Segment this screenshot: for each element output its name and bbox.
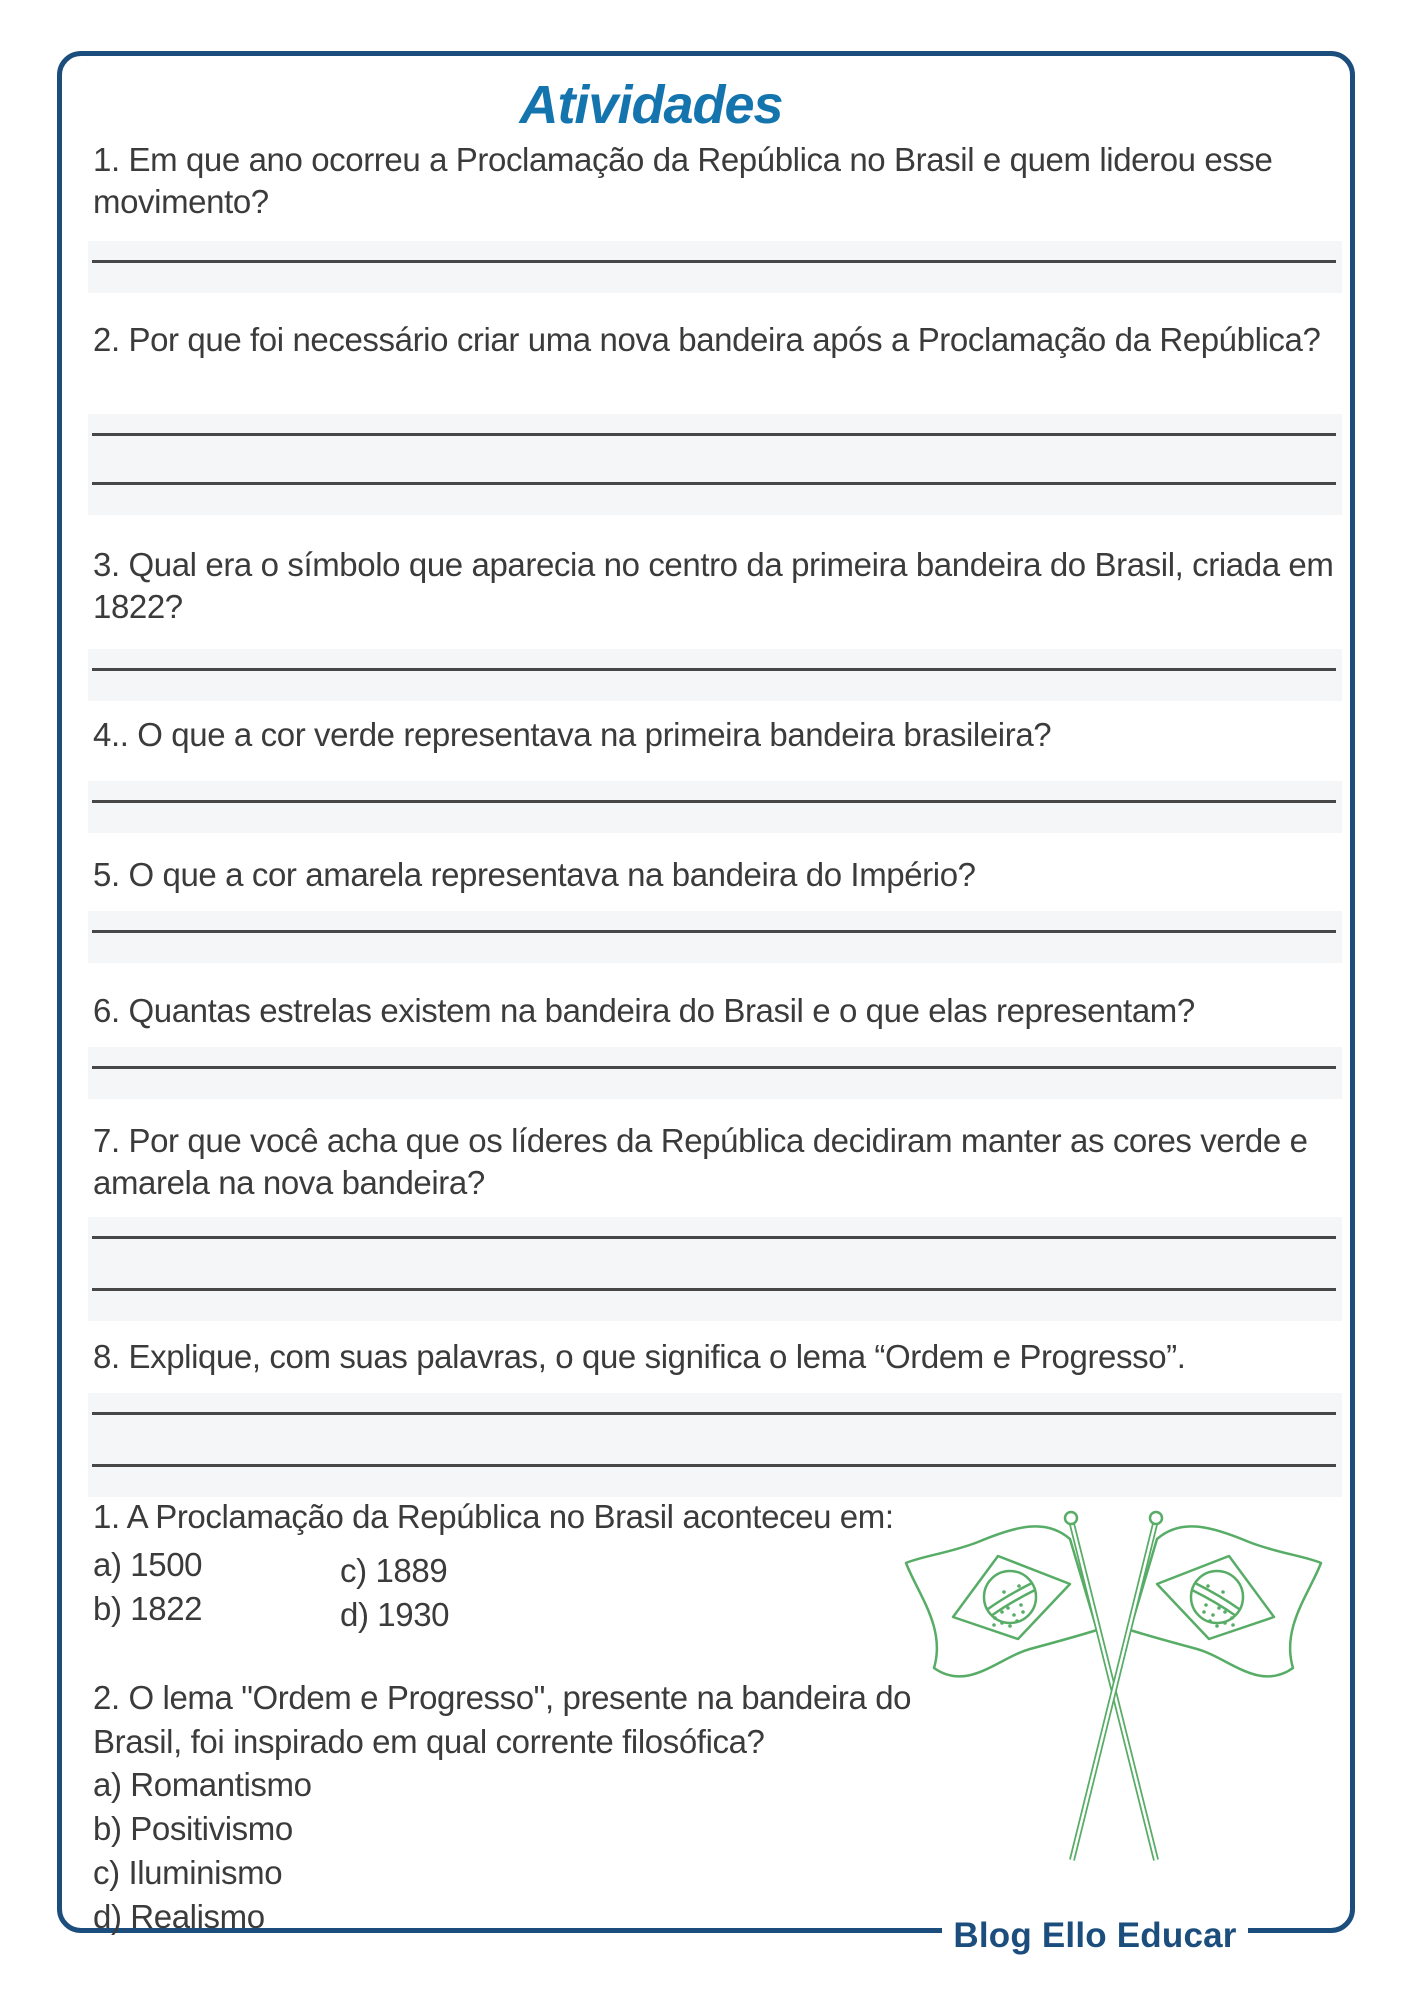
question-1: 1. Em que ano ocorreu a Proclamação da República no Brasil e quem liderou esse movimento?	[93, 141, 1273, 220]
quiz2-option-c: c) Iluminismo	[93, 1854, 283, 1891]
quiz2-option-b: b) Positivismo	[93, 1810, 293, 1847]
answer-line[interactable]	[88, 1217, 1342, 1269]
question-3: 3. Qual era o símbolo que aparecia no centro da primeira bandeira do Brasil, criada em 1822?	[93, 546, 1334, 625]
quiz-question-2: 2. O lema "Ordem e Progresso", presente na bandeira do Brasil, foi inspirado em qual corrente filosófica?	[93, 1679, 912, 1760]
answer-line[interactable]	[88, 1047, 1342, 1099]
footer-brand: Blog Ello Educar	[953, 1916, 1237, 1955]
answer-line[interactable]	[88, 781, 1342, 833]
answer-line[interactable]	[88, 649, 1342, 701]
answer-line[interactable]	[88, 414, 1342, 466]
quiz1-option-c: c) 1889	[340, 1552, 448, 1589]
question-8: 8. Explique, com suas palavras, o que significa o lema “Ordem e Progresso”.	[93, 1338, 1186, 1375]
answer-line[interactable]	[88, 463, 1342, 515]
answer-line[interactable]	[88, 241, 1342, 293]
question-5: 5. O que a cor amarela representava na bandeira do Império?	[93, 856, 976, 893]
question-6: 6. Quantas estrelas existem na bandeira do Brasil e o que elas representam?	[93, 992, 1195, 1029]
question-2: 2. Por que foi necessário criar uma nova bandeira após a Proclamação da República?	[93, 321, 1321, 358]
answer-line[interactable]	[88, 911, 1342, 963]
answer-line[interactable]	[88, 1269, 1342, 1321]
quiz1-option-a: a) 1500	[93, 1546, 203, 1583]
quiz1-option-d: d) 1930	[340, 1596, 450, 1633]
quiz1-option-b: b) 1822	[93, 1590, 203, 1627]
quiz2-option-d: d) Realismo	[93, 1898, 265, 1935]
quiz2-option-a: a) Romantismo	[93, 1766, 312, 1803]
answer-line[interactable]	[88, 1445, 1342, 1497]
question-4: 4.. O que a cor verde representava na primeira bandeira brasileira?	[93, 716, 1052, 753]
question-7: 7. Por que você acha que os líderes da República decidiram manter as cores verde e amarela na nova bandeira?	[93, 1122, 1308, 1201]
answer-line[interactable]	[88, 1393, 1342, 1445]
quiz-question-1: 1. A Proclamação da República no Brasil aconteceu em:	[93, 1498, 894, 1535]
page-title: Atividades	[519, 75, 783, 135]
